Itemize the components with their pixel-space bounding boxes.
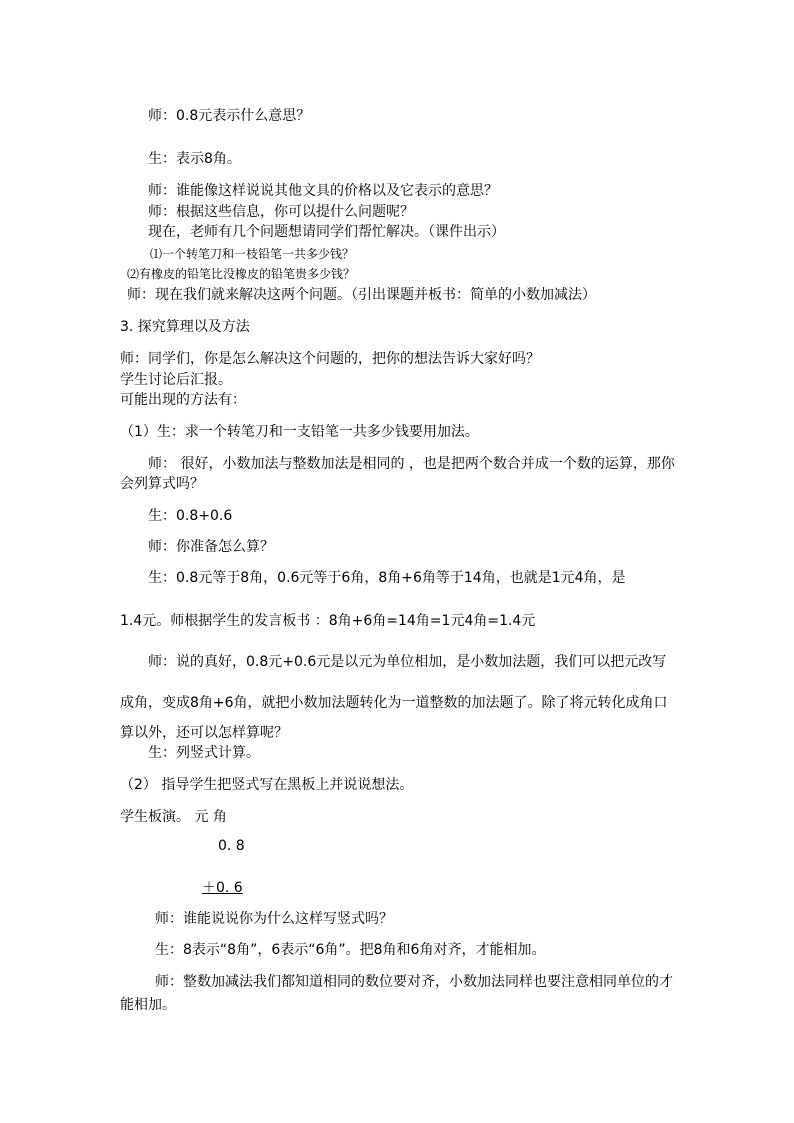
text-line: 会列算式吗？ — [120, 476, 204, 492]
text-line: ⑵有橡皮的铅笔比没橡皮的铅笔贵多少钱？ — [127, 267, 356, 281]
text-line: 生：0.8元等于8角，0.6元等于6角，8角+6角等于14角，也就是1元4角，是 — [148, 570, 626, 586]
text-line: 生：8表示“8角”，6表示“6角”。把8角和6角对齐，才能相加。 — [155, 942, 546, 958]
text-line: 学生讨论后汇报。 — [120, 372, 232, 388]
text-line: 师：同学们，你是怎么解决这个问题的，把你的想法告诉大家好吗？ — [120, 351, 540, 367]
text-line: ⑴一个转笔刀和一枝铅笔一共多少钱？ — [150, 247, 355, 261]
text-line: 师： 很好，小数加法与整数加法是相同的 ，也是把两个数合并成一个数的运算，那你 — [148, 456, 675, 472]
text-line: 生：表示8角。 — [148, 151, 241, 167]
vertical-calc-line: 0. 8 — [218, 838, 245, 854]
text-line: 现在，老师有几个问题想请同学们帮忙解决。（课件出示） — [148, 224, 505, 240]
text-line: （2） 指导学生把竖式写在黑板上并说说想法。 — [120, 777, 414, 793]
text-line: 能相加。 — [120, 997, 176, 1013]
text-line: 师：根据这些信息，你可以提什么问题呢？ — [148, 204, 414, 220]
text-line: 生：列竖式计算。 — [148, 745, 260, 761]
text-line: 师：现在我们就来解决这两个问题。（引出课题并板书：简单的小数加减法） — [127, 287, 596, 303]
text-line: 可能出现的方法有： — [120, 392, 246, 408]
text-line: （1）生：求一个转笔刀和一支铅笔一共多少钱要用加法。 — [120, 424, 479, 440]
text-line: 成角，变成8角+6角，就把小数加法题转化为一道整数的加法题了。除了将元转化成角口 — [120, 695, 668, 711]
text-line: 1.4元。师根据学生的发言板书 ：8角+6角=14角=1元4角=1.4元 — [120, 613, 536, 629]
text-line: 师：谁能说说你为什么这样写竖式吗？ — [155, 911, 393, 927]
text-line: 师：0.8元表示什么意思？ — [148, 108, 311, 124]
text-line: 学生板演。 元 角 — [120, 809, 227, 825]
vertical-calc-line: ＋0. 6 — [202, 880, 243, 896]
text-line: 师：说的真好，0.8元+0.6元是以元为单位相加，是小数加法题，我们可以把元改写 — [148, 654, 667, 670]
text-line: 生：0.8+0.6 — [148, 508, 233, 524]
text-line: 师：你准备怎么算？ — [148, 539, 274, 555]
text-line: 师：整数加减法我们都知道相同的数位要对齐，小数加法同样也要注意相同单位的才 — [155, 974, 673, 990]
text-line: 师：谁能像这样说说其他文具的价格以及它表示的意思？ — [148, 183, 498, 199]
section-heading: 3. 探究算理以及方法 — [120, 319, 250, 335]
text-line: 算以外，还可以怎样算呢？ — [120, 725, 288, 741]
